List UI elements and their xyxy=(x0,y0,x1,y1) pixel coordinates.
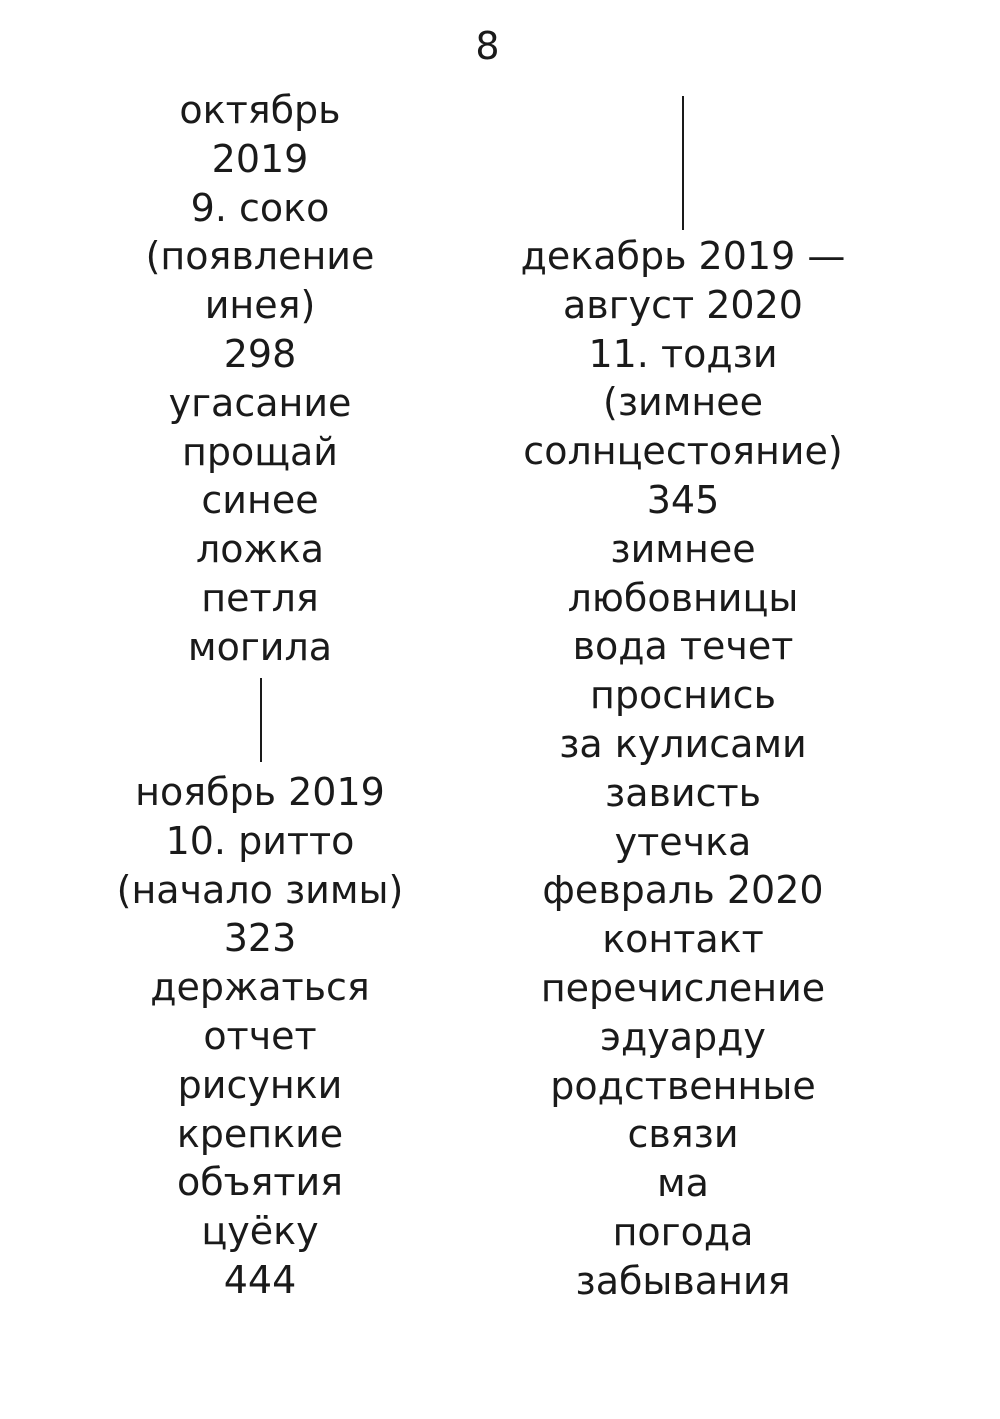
text-line: проснись xyxy=(590,673,776,718)
text-line: 298 xyxy=(223,331,297,376)
right-block xyxy=(483,232,883,1306)
text-line: (зимнее xyxy=(603,380,763,425)
text-line: родственные xyxy=(550,1063,816,1108)
connector-line-left xyxy=(260,678,262,762)
text-line: прощай xyxy=(182,429,338,474)
text-line: 444 xyxy=(223,1257,297,1302)
page-number: 8 xyxy=(475,24,500,68)
left-top-block xyxy=(60,86,460,672)
text-line: рисунки xyxy=(177,1062,343,1107)
connector-line-right xyxy=(682,96,684,230)
text-line: любовницы xyxy=(567,575,799,620)
text-line: синее xyxy=(201,478,319,523)
text-line: угасание xyxy=(168,380,352,425)
text-line: октябрь xyxy=(179,88,341,132)
text-line: перечисление xyxy=(540,965,826,1010)
text-line: за кулисами xyxy=(559,721,807,766)
text-line: 11. тодзи xyxy=(588,331,778,376)
text-line: отчет xyxy=(203,1013,317,1058)
text-line: ложка xyxy=(195,527,324,572)
text-line: 323 xyxy=(223,916,297,961)
text-line: могила xyxy=(187,624,333,669)
text-line: погода xyxy=(612,1209,754,1254)
text-line: солнцестояние) xyxy=(523,429,843,474)
text-line: эдуарду xyxy=(600,1014,766,1059)
text-line: ма xyxy=(657,1161,709,1206)
text-line: петля xyxy=(201,575,319,620)
text-line: забывания xyxy=(575,1258,791,1303)
text-line: зависть xyxy=(604,770,761,815)
text-line: август 2020 xyxy=(563,282,803,327)
text-line: 345 xyxy=(646,477,720,522)
text-line: крепкие xyxy=(176,1111,344,1156)
text-line: (появление xyxy=(145,234,375,279)
text-line: февраль 2020 xyxy=(542,868,824,913)
text-line: (начало зимы) xyxy=(116,867,404,912)
text-line: контакт xyxy=(602,917,764,962)
left-bottom-block xyxy=(60,768,460,1305)
text-line: связи xyxy=(627,1112,739,1157)
text-line: 10. ритто xyxy=(165,818,355,863)
text-line: вода течет xyxy=(572,624,794,669)
text-line: инея) xyxy=(204,283,316,328)
text-line: ноябрь 2019 xyxy=(135,770,385,814)
text-line: 2019 xyxy=(211,136,309,181)
text-line: держаться xyxy=(150,965,370,1010)
text-line: объятия xyxy=(176,1160,344,1205)
text-line: зимнее xyxy=(610,526,756,571)
text-line: утечка xyxy=(614,819,752,864)
text-line: декабрь 2019 — xyxy=(520,234,846,278)
text-line: цуёку xyxy=(201,1209,319,1254)
text-line: 9. соко xyxy=(190,185,330,230)
